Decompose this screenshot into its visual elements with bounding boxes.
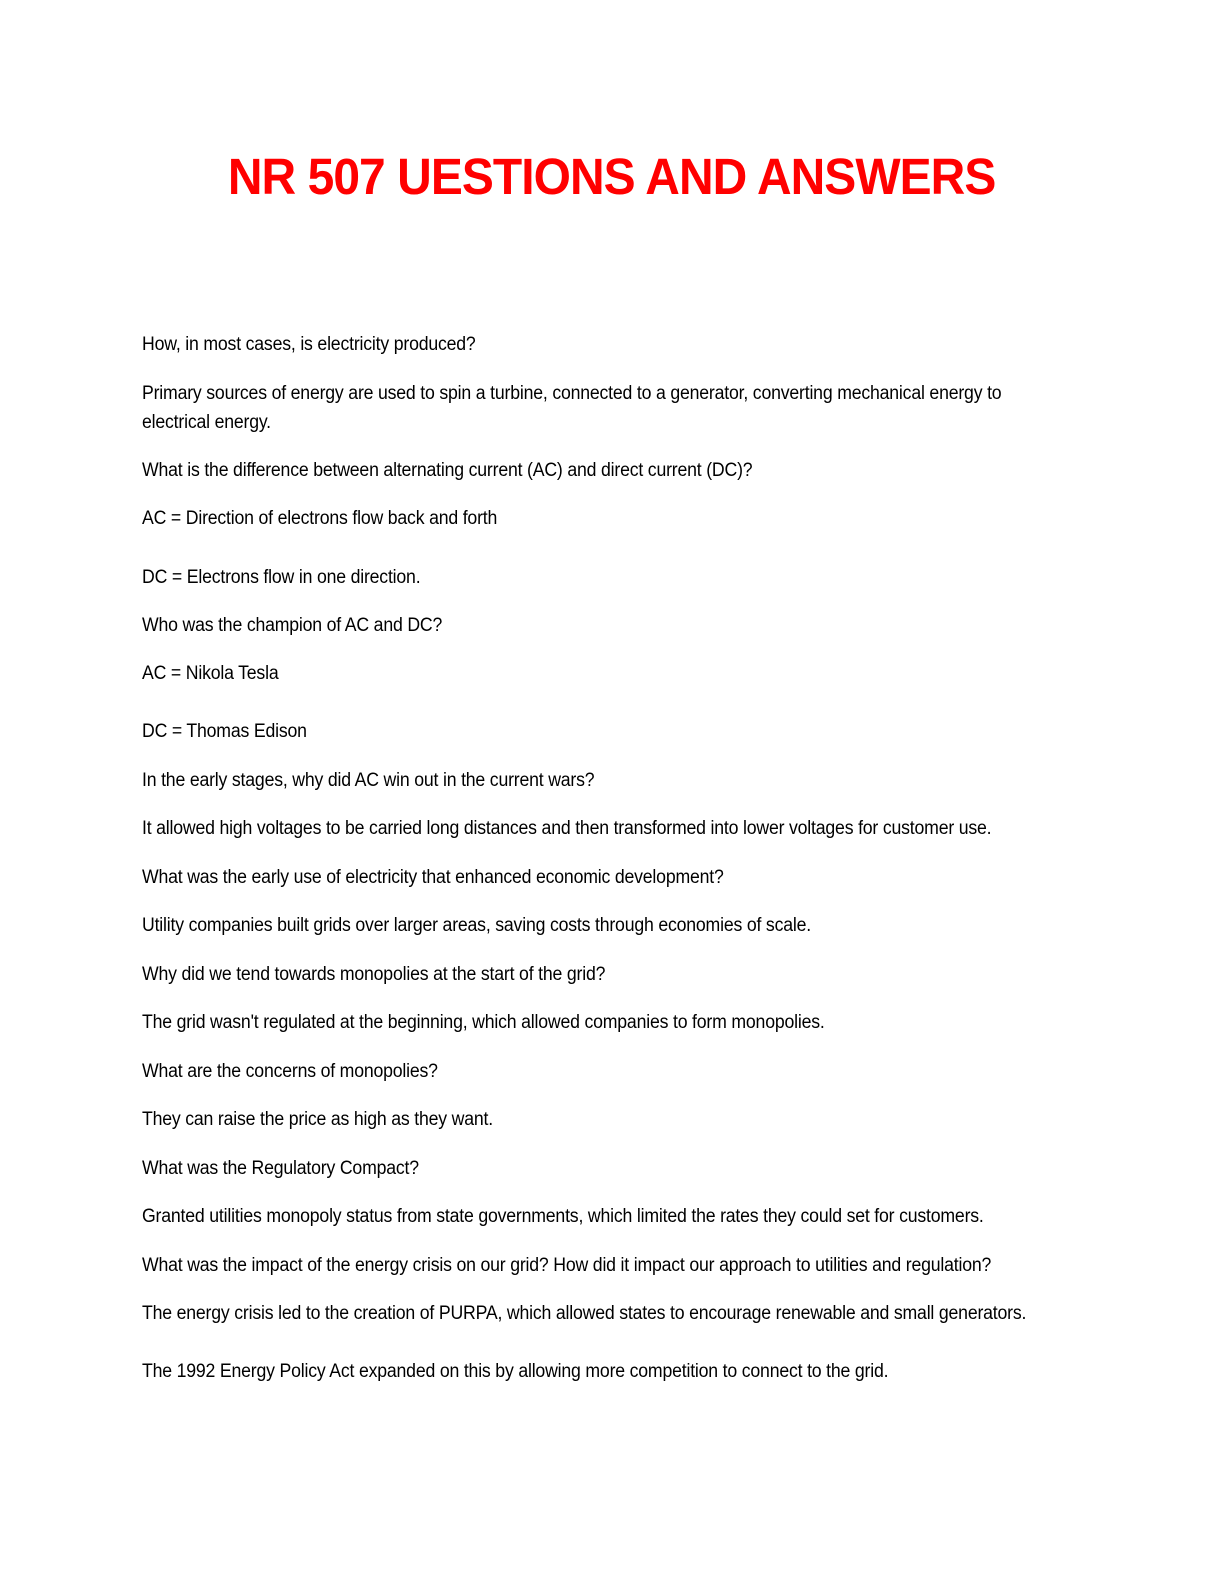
document-title: NR 507 UESTIONS AND ANSWERS [227,148,996,205]
question-line: What was the Regulatory Compact? [142,1158,419,1179]
question-line: What are the concerns of monopolies? [142,1061,438,1082]
question-line: Why did we tend towards monopolies at the start of the grid? [142,964,606,985]
answer-line: Primary sources of energy are used to spin a turbine, connected to a generator, converting mechanical energy to [142,383,1002,404]
answer-line: electrical energy. [142,412,271,433]
answer-line: DC = Thomas Edison [142,721,307,742]
answer-line: It allowed high voltages to be carried long distances and then transformed into lower voltages for customer use. [142,818,992,839]
answer-line: Utility companies built grids over larger areas, saving costs through economies of scale. [142,915,811,936]
question-line: Who was the champion of AC and DC? [142,615,443,636]
answer-line: They can raise the price as high as they want. [142,1109,493,1130]
answer-line: AC = Nikola Tesla [142,663,279,684]
answer-line: The 1992 Energy Policy Act expanded on this by allowing more competition to connect to the grid. [142,1361,889,1382]
answer-line: The energy crisis led to the creation of PURPA, which allowed states to encourage renewable and small generators. [142,1303,1027,1324]
answer-line: The grid wasn't regulated at the beginning, which allowed companies to form monopolies. [142,1012,825,1033]
answer-line: Granted utilities monopoly status from state governments, which limited the rates they could set for customers. [142,1206,984,1227]
question-line: What is the difference between alternating current (AC) and direct current (DC)? [142,460,753,481]
question-line: What was the early use of electricity that enhanced economic development? [142,867,724,888]
question-line: What was the impact of the energy crisis on our grid? How did it impact our approach to utilities and regulation? [142,1255,992,1276]
question-line: In the early stages, why did AC win out in the current wars? [142,770,595,791]
question-line: How, in most cases, is electricity produced? [142,334,476,355]
answer-line: AC = Direction of electrons flow back and forth [142,508,498,529]
answer-line: DC = Electrons flow in one direction. [142,567,421,588]
